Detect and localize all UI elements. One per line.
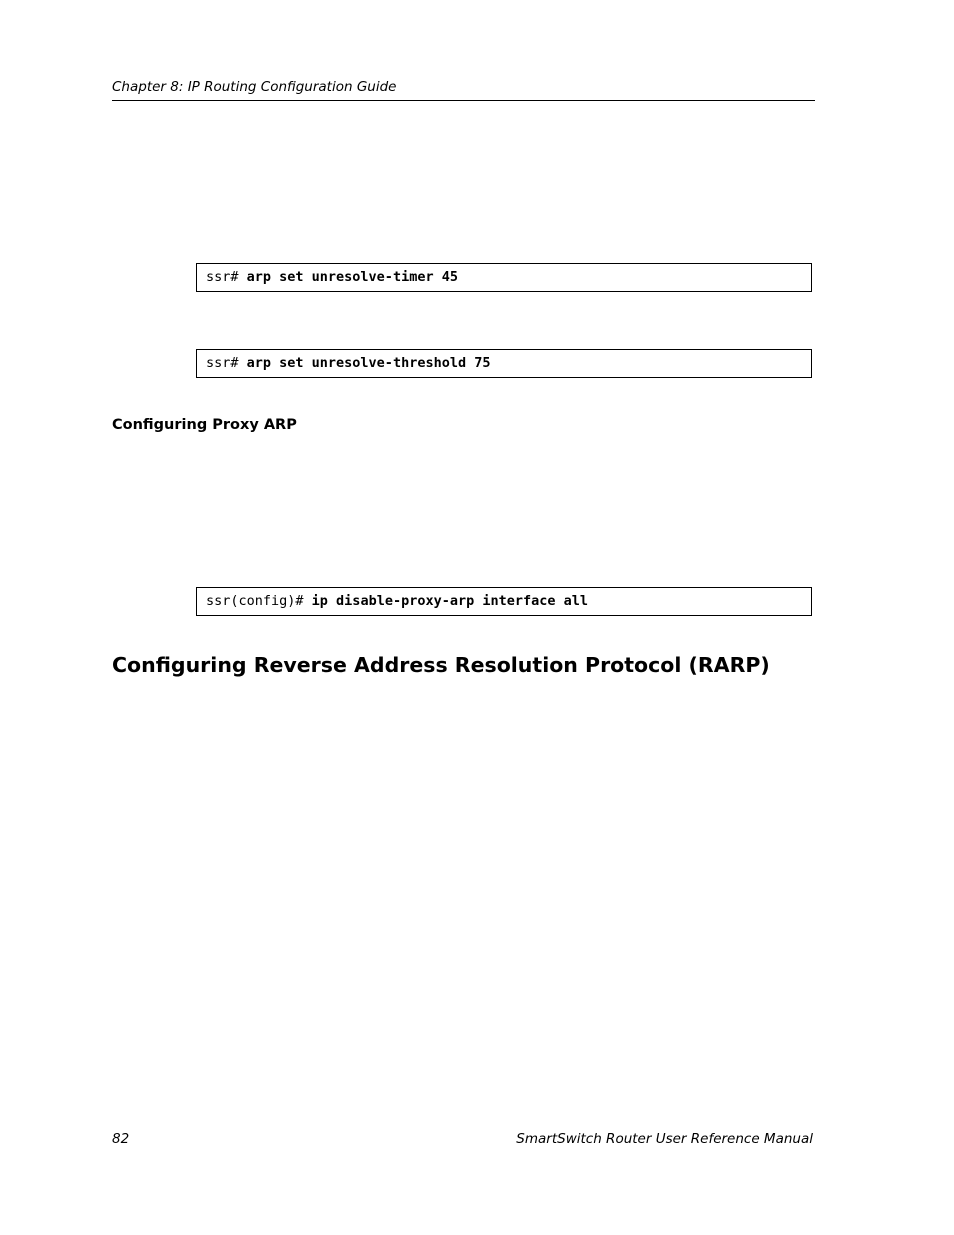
subheading-proxy-arp: Configuring Proxy ARP [112, 417, 297, 433]
section-heading-rarp: Configuring Reverse Address Resolution Protocol (RARP) [112, 653, 770, 677]
code-prompt: ssr# [206, 269, 247, 285]
code-block-unresolve-timer [196, 263, 812, 292]
code-command: arp set unresolve-timer 45 [246, 269, 458, 285]
code-prompt: ssr(config)# [206, 593, 312, 609]
code-command: ip disable-proxy-arp interface all [311, 593, 589, 609]
code-command: arp set unresolve-threshold 75 [246, 355, 491, 371]
code-prompt: ssr# [206, 355, 247, 371]
running-header: Chapter 8: IP Routing Configuration Guide [112, 79, 815, 101]
manual-title: SmartSwitch Router User Reference Manual [516, 1131, 813, 1147]
page-number: 82 [112, 1131, 130, 1147]
code-block-unresolve-threshold [196, 349, 812, 378]
code-block-disable-proxy-arp [196, 587, 812, 616]
